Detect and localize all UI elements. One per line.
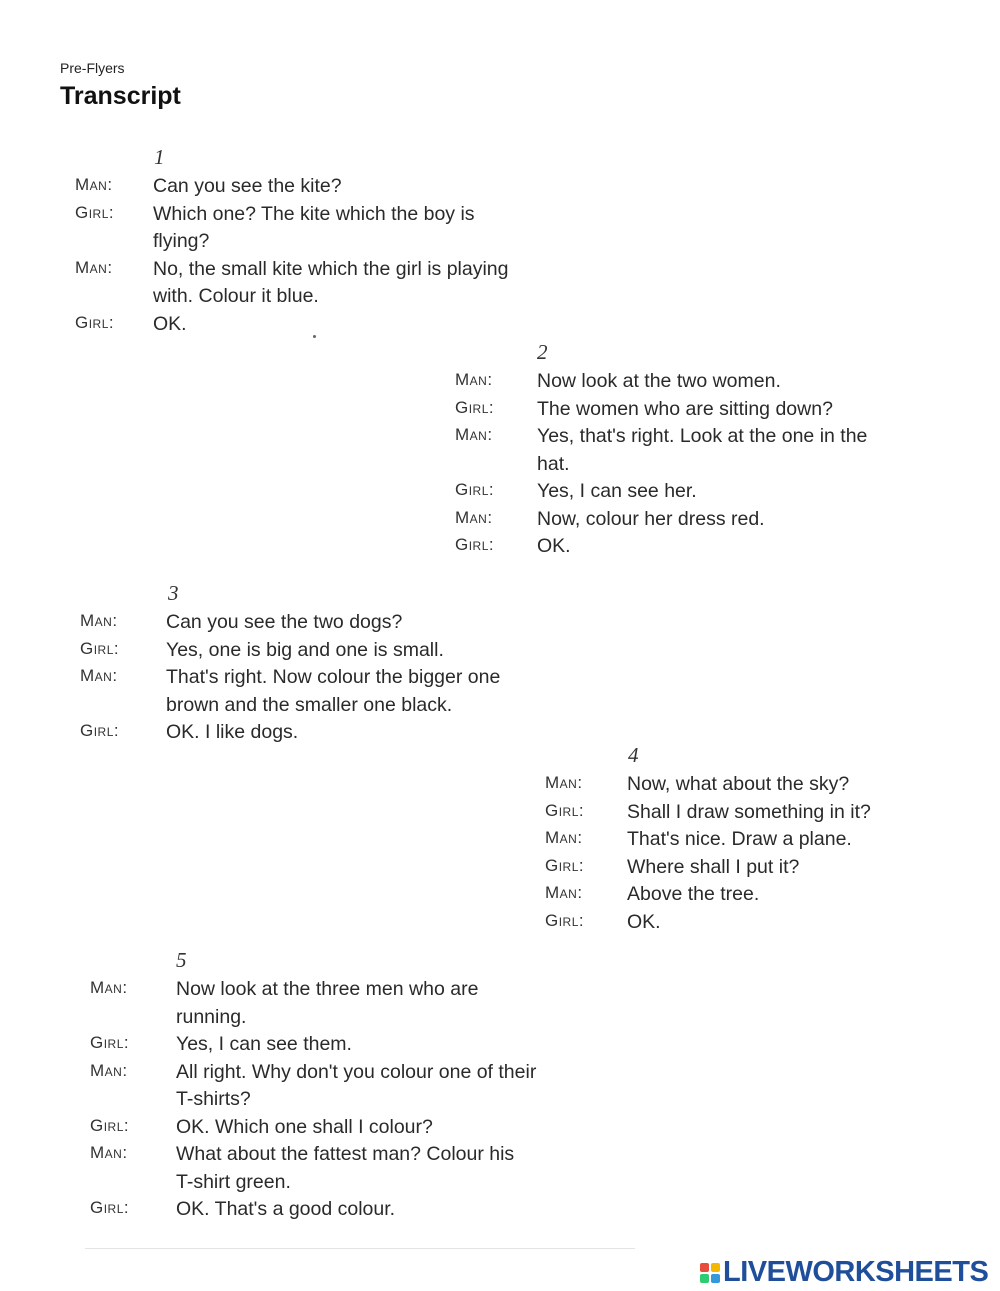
speaker-label: Man:: [90, 1060, 128, 1080]
speech-text: OK. Which one shall I colour?: [176, 1115, 433, 1138]
speech-text: The women who are sitting down?: [537, 397, 833, 420]
speaker-label: Girl:: [545, 855, 585, 875]
dialogue-line: [545, 801, 871, 824]
speaker-label: Man:: [545, 773, 583, 792]
speech-text: That's nice. Draw a plane.: [627, 828, 852, 850]
speaker-label: Man:: [455, 425, 493, 444]
speech-text: What about the fattest man? Colour his: [176, 1143, 515, 1165]
dialogue-line: [80, 721, 298, 744]
logo-square-1: [700, 1263, 709, 1272]
speech-text: hat.: [537, 452, 570, 475]
dialogue-line: [75, 258, 509, 281]
speech-text: Above the tree.: [627, 883, 760, 905]
dialogue-line: [90, 1006, 246, 1029]
speech-text: Yes, that's right. Look at the one in the: [537, 425, 868, 447]
speaker-label: Man:: [75, 257, 113, 277]
dialogue-line: [455, 370, 781, 393]
dialogue-line: [90, 1061, 536, 1084]
dialogue-line: [545, 828, 852, 851]
footer-rule: [85, 1248, 635, 1249]
speaker-label: Man:: [545, 828, 583, 847]
speech-text: OK.: [627, 910, 661, 933]
liveworksheets-logo-icon: [700, 1263, 720, 1283]
speech-text: Shall I draw something in it?: [627, 800, 871, 823]
speech-text: Can you see the kite?: [153, 175, 342, 197]
dialogue-line: [455, 453, 570, 476]
dialogue-line: [75, 230, 209, 253]
dialogue-line: [545, 773, 849, 796]
speaker-spacer: [75, 230, 135, 253]
speech-text: Which one? The kite which the boy is: [153, 202, 475, 225]
speech-text: brown and the smaller one black.: [166, 693, 453, 716]
dialogue-line: [90, 1143, 514, 1166]
speaker-label: Man:: [545, 883, 583, 902]
speaker-spacer: [75, 285, 135, 308]
speaker-label: Girl:: [455, 535, 495, 554]
liveworksheets-logo[interactable]: [700, 1256, 988, 1289]
speaker-label: Girl:: [90, 1033, 130, 1052]
speech-text: All right. Why don't you colour one of their: [176, 1060, 537, 1083]
dialogue-line: [545, 911, 661, 934]
dialogue-line: [80, 666, 500, 689]
speaker-label: Man:: [75, 175, 113, 194]
speech-text: with. Colour it blue.: [153, 285, 319, 307]
dialogue-line: [455, 508, 765, 531]
page-title: Transcript: [60, 82, 181, 110]
dialogue-line: [90, 1088, 251, 1111]
speech-text: Yes, one is big and one is small.: [166, 638, 444, 661]
page-subtitle: Pre-Flyers: [60, 60, 125, 76]
dialogue-line: [80, 639, 444, 662]
speaker-label: Girl:: [545, 910, 585, 930]
logo-square-2: [711, 1263, 720, 1272]
dialogue-line: [75, 175, 342, 198]
speech-text: OK. That's a good colour.: [176, 1198, 396, 1220]
speaker-label: Girl:: [80, 638, 120, 658]
speaker-label: Girl:: [90, 1115, 130, 1135]
speech-text: Yes, I can see her.: [537, 480, 697, 502]
logo-square-3: [700, 1274, 709, 1283]
section-number: 2: [537, 340, 548, 364]
dialogue-line: [80, 694, 452, 717]
speaker-spacer: [80, 694, 136, 717]
dialogue-line: [90, 1033, 352, 1056]
section-number: 3: [168, 581, 179, 605]
speech-text: T-shirt green.: [176, 1170, 291, 1193]
dialogue-line: [545, 856, 799, 879]
speaker-spacer: [455, 453, 515, 476]
dialogue-line: [90, 1116, 433, 1139]
speech-text: Now, colour her dress red.: [537, 507, 765, 530]
speech-text: Now look at the three men who are: [176, 978, 479, 1000]
speaker-label: Girl:: [455, 480, 495, 499]
dialogue-line: [90, 1171, 291, 1194]
speaker-label: Girl:: [75, 202, 115, 222]
speech-text: Now, what about the sky?: [627, 773, 850, 795]
section-number: 1: [154, 145, 165, 169]
speaker-label: Man:: [80, 611, 118, 630]
dialogue-line: [455, 425, 867, 448]
dialogue-line: [75, 203, 475, 226]
speech-text: T-shirts?: [176, 1088, 251, 1110]
section-number: 5: [176, 948, 187, 972]
section-number: 4: [628, 743, 639, 767]
dialogue-line: [90, 978, 478, 1001]
speech-text: No, the small kite which the girl is playing: [153, 257, 509, 280]
speaker-label: Man:: [90, 978, 128, 997]
speaker-label: Girl:: [455, 397, 495, 417]
dialogue-line: [455, 535, 571, 558]
speech-text: OK.: [537, 535, 571, 557]
speaker-label: Man:: [80, 666, 118, 685]
speaker-label: Girl:: [75, 312, 115, 332]
speech-text: That's right. Now colour the bigger one: [166, 666, 501, 688]
speaker-label: Girl:: [80, 721, 120, 740]
logo-square-4: [711, 1274, 720, 1283]
speaker-label: Man:: [455, 507, 493, 527]
dialogue-line: [90, 1198, 395, 1221]
dialogue-line: [455, 480, 697, 503]
speaker-label: Man:: [455, 370, 493, 389]
speaker-label: Girl:: [90, 1198, 130, 1217]
dialogue-line: [545, 883, 759, 906]
speech-text: OK. I like dogs.: [166, 721, 299, 743]
speech-text: Where shall I put it?: [627, 855, 800, 878]
speech-text: running.: [176, 1005, 247, 1028]
speech-text: Can you see the two dogs?: [166, 611, 403, 633]
dialogue-line: [75, 313, 187, 336]
dialogue-line: [75, 285, 319, 308]
liveworksheets-logo-text: LIVEWORKSHEETS: [723, 1256, 989, 1288]
speech-text: Now look at the two women.: [537, 370, 781, 392]
speech-text: flying?: [153, 230, 210, 252]
stray-dot: [313, 335, 316, 338]
dialogue-line: [455, 398, 833, 421]
speaker-spacer: [90, 1088, 146, 1111]
speech-text: Yes, I can see them.: [176, 1033, 352, 1055]
speaker-label: Girl:: [545, 800, 585, 820]
speaker-spacer: [90, 1006, 146, 1029]
speech-text: OK.: [153, 312, 187, 335]
speaker-label: Man:: [90, 1143, 128, 1162]
speaker-spacer: [90, 1171, 146, 1194]
dialogue-line: [80, 611, 402, 634]
